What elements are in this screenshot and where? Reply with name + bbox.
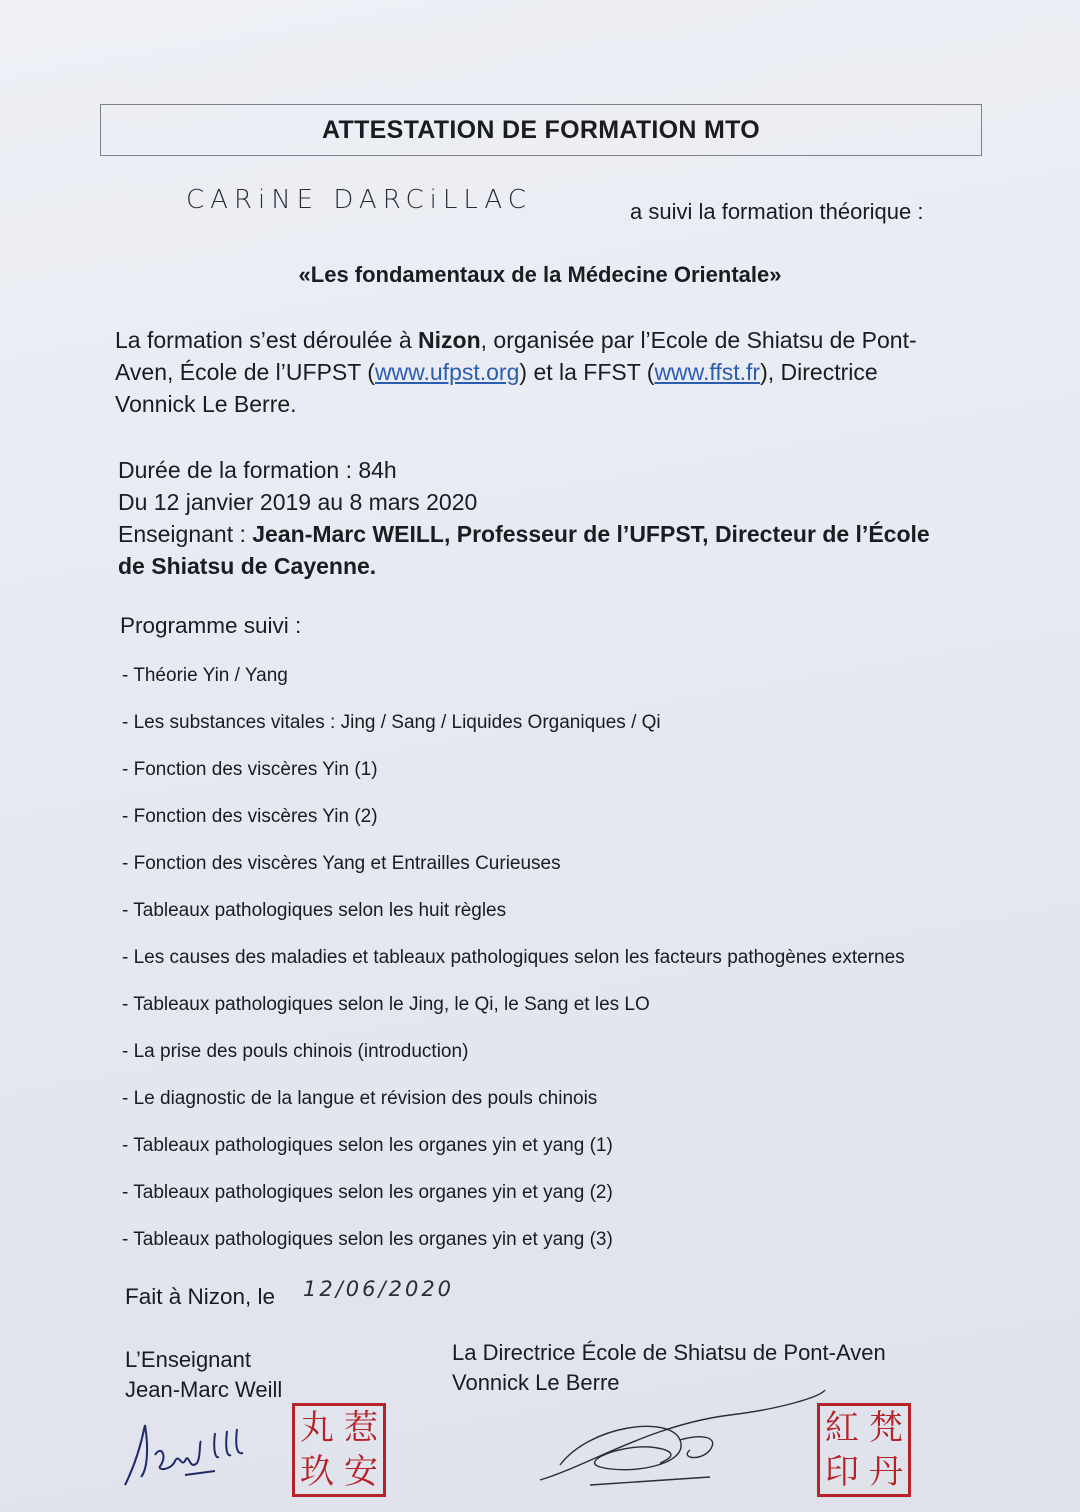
teacher-value: Jean-Marc WEILL, Professeur de l’UFPST, Directeur de l’École de Shiatsu de Cayenne. xyxy=(118,521,930,579)
program-item: - La prise des pouls chinois (introduction) xyxy=(122,1041,469,1062)
seal-char: 印 xyxy=(825,1452,859,1492)
seal-char: 惹 xyxy=(344,1408,378,1448)
paragraph-text: La formation s’est déroulée à xyxy=(115,327,419,353)
trainee-name-handwritten: CARiNE DARCiLLAC xyxy=(186,185,532,215)
teacher-sig-role: L’Enseignant xyxy=(125,1347,251,1372)
teacher-signature xyxy=(115,1405,265,1500)
ufpst-link[interactable]: www.ufpst.org xyxy=(374,359,520,385)
program-item: - Tableaux pathologiques selon les huit règles xyxy=(122,900,507,921)
seal-char: 梵 xyxy=(869,1408,903,1448)
followed-text: a suivi la formation théorique : xyxy=(630,199,924,224)
paragraph-text: ) et la FFST ( xyxy=(519,359,655,385)
program-item: - Tableaux pathologiques selon les organes yin et yang (1) xyxy=(122,1135,613,1156)
place-name: Nizon xyxy=(418,327,481,353)
director-seal-stamp xyxy=(817,1403,911,1497)
program-item: - Tableaux pathologiques selon les organes yin et yang (2) xyxy=(122,1182,613,1203)
program-item: - Tableaux pathologiques selon le Jing, le Qi, le Sang et les LO xyxy=(122,994,650,1015)
program-item: - Les substances vitales : Jing / Sang / Liquides Organiques / Qi xyxy=(122,712,661,733)
program-item: - Les causes des maladies et tableaux pathologiques selon les facteurs pathogènes externes xyxy=(122,947,905,968)
program-item: - Tableaux pathologiques selon les organes yin et yang (3) xyxy=(122,1229,613,1250)
program-item: - Fonction des viscères Yin (1) xyxy=(122,759,378,780)
teacher-sig-name: Jean-Marc Weill xyxy=(125,1377,283,1402)
seal-char: 丸 xyxy=(300,1408,334,1448)
program-item: - Fonction des viscères Yang et Entrailles Curieuses xyxy=(122,853,561,874)
date-handwritten: 12/06/2020 xyxy=(303,1277,455,1301)
teacher-label: Enseignant : xyxy=(118,521,253,547)
director-signature xyxy=(530,1385,830,1495)
program-item: - Fonction des viscères Yin (2) xyxy=(122,806,378,827)
course-title: «Les fondamentaux de la Médecine Orientale» xyxy=(298,262,782,287)
program-item: - Le diagnostic de la langue et révision des pouls chinois xyxy=(122,1088,598,1109)
paragraph-text: ), Directrice Vonnick Le Berre. xyxy=(115,359,878,417)
director-sig-role: La Directrice École de Shiatsu de Pont-Aven xyxy=(452,1340,886,1365)
seal-char: 丹 xyxy=(869,1452,903,1492)
teacher-line xyxy=(118,518,958,582)
director-sig-name: Vonnick Le Berre xyxy=(452,1370,620,1395)
duration: Durée de la formation : 84h xyxy=(118,457,397,483)
paragraph-text: , organisée par l’Ecole de Shiatsu de Pont-Aven, École de l’UFPST ( xyxy=(115,327,917,385)
program-list xyxy=(122,665,905,1276)
seal-char: 安 xyxy=(344,1452,378,1492)
program-heading: Programme suivi : xyxy=(120,613,302,638)
done-at: Fait à Nizon, le xyxy=(125,1284,276,1309)
teacher-signature-block xyxy=(125,1345,282,1405)
ffst-link[interactable]: www.ffst.fr xyxy=(654,359,761,385)
location-paragraph xyxy=(115,324,955,420)
seal-char: 紅 xyxy=(825,1408,859,1448)
teacher-seal-stamp xyxy=(292,1403,386,1497)
document-title: ATTESTATION DE FORMATION MTO xyxy=(322,115,760,144)
program-item: - Théorie Yin / Yang xyxy=(122,665,288,686)
dates: Du 12 janvier 2019 au 8 mars 2020 xyxy=(118,489,478,515)
seal-char: 玖 xyxy=(300,1452,334,1492)
title-box xyxy=(100,104,982,156)
